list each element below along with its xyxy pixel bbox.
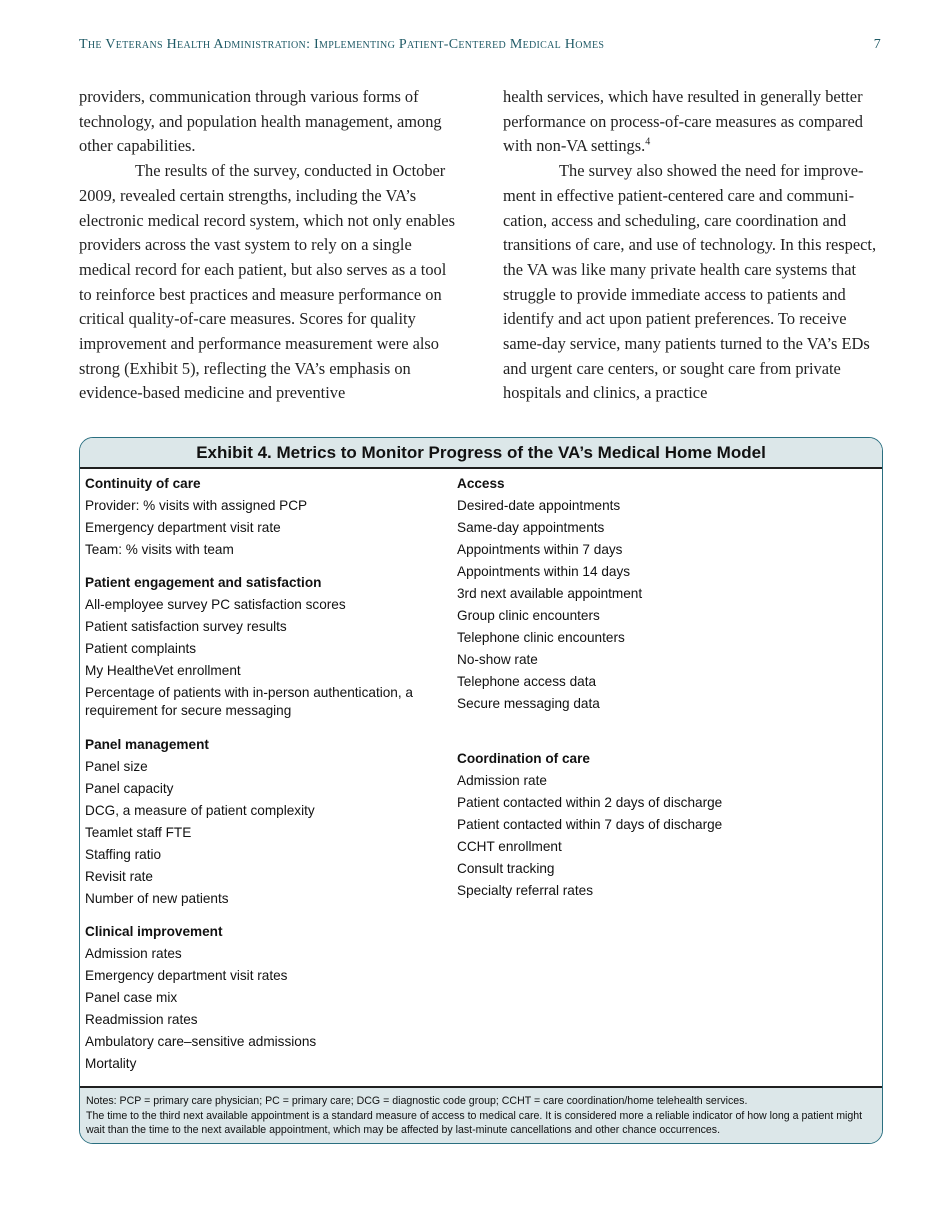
metric-item: Ambulatory care–sensitive admissions xyxy=(85,1034,317,1049)
footnote-marker[interactable]: 4 xyxy=(645,136,651,148)
metric-item: Patient contacted within 2 days of discharge xyxy=(457,795,723,810)
body-column-left xyxy=(79,85,459,406)
section-coordination xyxy=(457,748,877,902)
metric-item: Staffing ratio xyxy=(85,847,162,862)
exhibit-body xyxy=(80,469,882,1084)
metric-item: Provider: % visits with assigned PCP xyxy=(85,498,308,513)
metric-item: Teamlet staff FTE xyxy=(85,825,192,840)
paragraph xyxy=(503,85,883,159)
section-heading: Coordination of care xyxy=(457,751,590,766)
section-heading: Clinical improvement xyxy=(85,924,223,939)
spacer xyxy=(457,715,877,737)
exhibit-box xyxy=(79,437,883,1144)
metric-item: Mortality xyxy=(85,1056,137,1071)
metric-item: My HealtheVet enrollment xyxy=(85,663,241,678)
metric-item: Same-day appointments xyxy=(457,520,605,535)
running-header xyxy=(79,37,881,57)
section-heading: Patient engagement and satisfaction xyxy=(85,575,322,590)
metric-item: Panel capacity xyxy=(85,781,174,796)
paragraph-text: health services, which have resulted in generally better performance on process-of-care measures as compared with non-VA settings. xyxy=(503,87,863,156)
notes-line: Notes: PCP = primary care physician; PC = primary care; DCG = diagnostic code group; CCHT = care coordination/home telehealth services. xyxy=(86,1095,748,1107)
metric-item: Emergency department visit rate xyxy=(85,520,281,535)
exhibit-right-column xyxy=(457,473,877,913)
metric-item: Appointments within 14 days xyxy=(457,564,631,579)
metric-item: Revisit rate xyxy=(85,869,153,884)
section-access xyxy=(457,473,877,737)
section-heading: Continuity of care xyxy=(85,476,201,491)
metric-item: Readmission rates xyxy=(85,1012,198,1027)
metric-item: Telephone clinic encounters xyxy=(457,630,625,645)
metric-item: Secure messaging data xyxy=(457,696,600,711)
metric-item: Desired-date appointments xyxy=(457,498,621,513)
metric-item: Consult tracking xyxy=(457,861,555,876)
section-heading: Access xyxy=(457,476,505,491)
paragraph: providers, communication through various forms of technology, and population health management, among other capabilities. xyxy=(79,87,442,156)
metric-item: Number of new patients xyxy=(85,891,229,906)
exhibit-title: Exhibit 4. Metrics to Monitor Progress of the VA’s Medical Home Model xyxy=(80,438,882,469)
section-continuity xyxy=(85,473,455,561)
metric-item: Percentage of patients with in-person authentication, a requirement for secure messaging xyxy=(85,685,413,718)
exhibit-left-column xyxy=(85,473,455,1086)
metric-item: DCG, a measure of patient complexity xyxy=(85,803,315,818)
exhibit-notes xyxy=(80,1086,882,1143)
paragraph: The results of the survey, conducted in October 2009, revealed certain strengths, including the VA’s electronic medical record system, which not only enables providers across the vast system to rely on a single medical record for each patient, but also serves as a tool to reinforce best practices and measure performance on critical quality-of-care measures. Scores for quality improvement and performance measurement were also strong (Exhibit 5), reflecting the VA’s emphasis on evidence-based medicine and preventive xyxy=(79,161,455,403)
metric-item: Appointments within 7 days xyxy=(457,542,623,557)
metric-item: CCHT enrollment xyxy=(457,839,562,854)
metric-item: Admission rate xyxy=(457,773,547,788)
paragraph: The survey also showed the need for improvement in effective patient-centered care and communication, access and scheduling, care coordination and transitions of care, and use of technology. In this respect, the VA was like many private health care systems that struggle to provide immediate access to patients and identify and act upon patient preferences. To receive same-day service, many patients turned to the VA’s EDs and urgent care centers, or sought care from private hospitals and clinics, a practice xyxy=(503,161,877,403)
header-title: The Veterans Health Administration: Implementing Patient-Centered Medical Homes xyxy=(79,37,605,52)
metric-item: Specialty referral rates xyxy=(457,883,593,898)
metric-item: 3rd next available appointment xyxy=(457,586,643,601)
metric-item: Panel size xyxy=(85,759,148,774)
metric-item: Patient complaints xyxy=(85,641,197,656)
body-column-right xyxy=(503,85,883,406)
metric-item: Team: % visits with team xyxy=(85,542,234,557)
metric-item: Patient contacted within 7 days of discharge xyxy=(457,817,723,832)
metric-item: All-employee survey PC satisfaction scores xyxy=(85,597,346,612)
section-engagement xyxy=(85,572,455,723)
metric-item: Admission rates xyxy=(85,946,182,961)
section-panel xyxy=(85,734,455,910)
metric-item: Telephone access data xyxy=(457,674,597,689)
notes-line: The time to the third next available appointment is a standard measure of access to medical care. It is considered more a reliable indicator of how long a patient might wait than the time to the next available appointment, which may be affected by last-minute cancellations and other chance occurrences. xyxy=(86,1109,863,1137)
metric-item: Patient satisfaction survey results xyxy=(85,619,287,634)
page-number: 7 xyxy=(873,37,881,52)
metric-item: Group clinic encounters xyxy=(457,608,600,623)
metric-item: Panel case mix xyxy=(85,990,178,1005)
metric-item: No-show rate xyxy=(457,652,538,667)
metric-item: Emergency department visit rates xyxy=(85,968,288,983)
section-clinical xyxy=(85,921,455,1075)
section-heading: Panel management xyxy=(85,737,209,752)
